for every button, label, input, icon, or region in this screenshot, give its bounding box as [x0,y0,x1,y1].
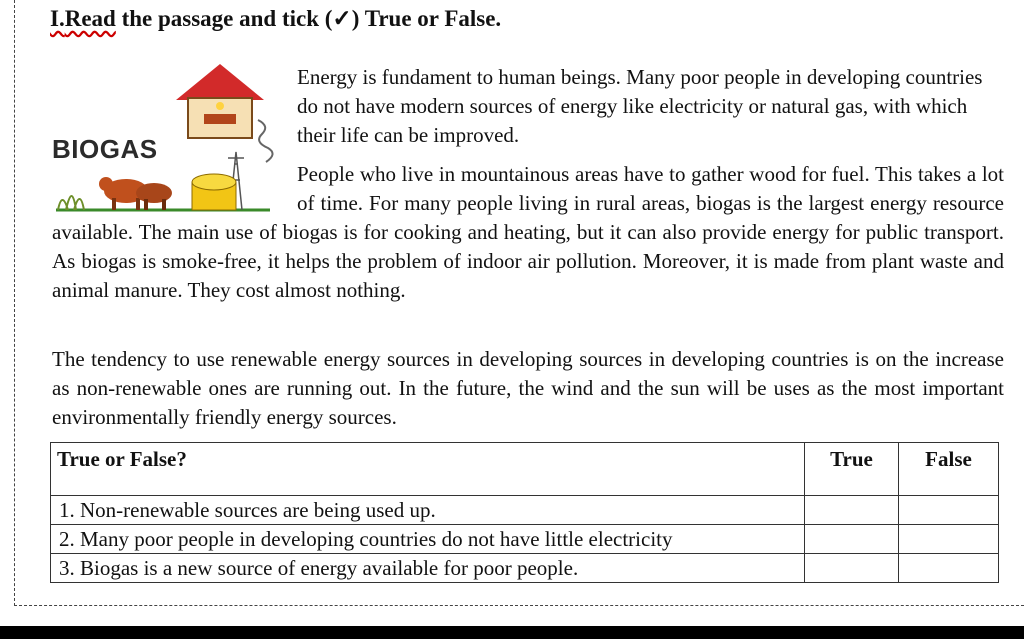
house-icon [176,64,264,138]
power-cable-icon [258,120,273,162]
header-true: True [805,443,899,496]
table-header-row [51,443,999,496]
false-tick-cell[interactable] [899,525,999,554]
statement-cell: 1. Non-renewable sources are being used up. [51,496,805,525]
table-row [51,496,999,525]
passage-paragraph-2: People who live in mountainous areas have to gather wood for fuel. This takes a lot of time. For many people living in rural areas, biogas is the largest energy resource available. The main use of biogas is for cooking and heating, but it can also provide energy for public transport. As biogas is smoke-free, it helps the problem of indoor air pollution. Moreover, it is made from plant waste and animal manure. They cost almost nothing. [52,162,1004,302]
true-false-table [50,442,999,583]
exercise-heading [50,6,501,32]
statement-cell: 2. Many poor people in developing countries do not have little electricity [51,525,805,554]
true-tick-cell[interactable] [805,525,899,554]
heading-number [50,6,116,31]
left-dashed-border [14,0,15,606]
false-tick-cell[interactable] [899,554,999,583]
header-false: False [899,443,999,496]
passage-paragraph-3: The tendency to use renewable energy sources in developing sources in developing countries is on the increase as non-renewable ones are running out. In the future, the wind and the sun will be uses as the most important environmentally friendly energy sources. [52,347,1004,429]
passage-paragraph-1: Energy is fundament to human beings. Many poor people in developing countries do not have modern sources of energy like electricity or natural gas, with which their life can be improved. [297,65,983,147]
true-tick-cell[interactable] [805,554,899,583]
heading-read-word: Read [64,6,116,31]
biogas-label: BIOGAS [52,134,158,164]
heading-rest: the passage and tick (✓) True or False. [115,6,502,31]
heading-number-text: I. [50,6,65,31]
true-tick-cell[interactable] [805,496,899,525]
table-row [51,525,999,554]
header-statement: True or False? [51,443,805,496]
bottom-dashed-border [14,605,1024,606]
statement-cell: 3. Biogas is a new source of energy available for poor people. [51,554,805,583]
table-row [51,554,999,583]
false-tick-cell[interactable] [899,496,999,525]
bottom-black-bar [0,626,1024,639]
